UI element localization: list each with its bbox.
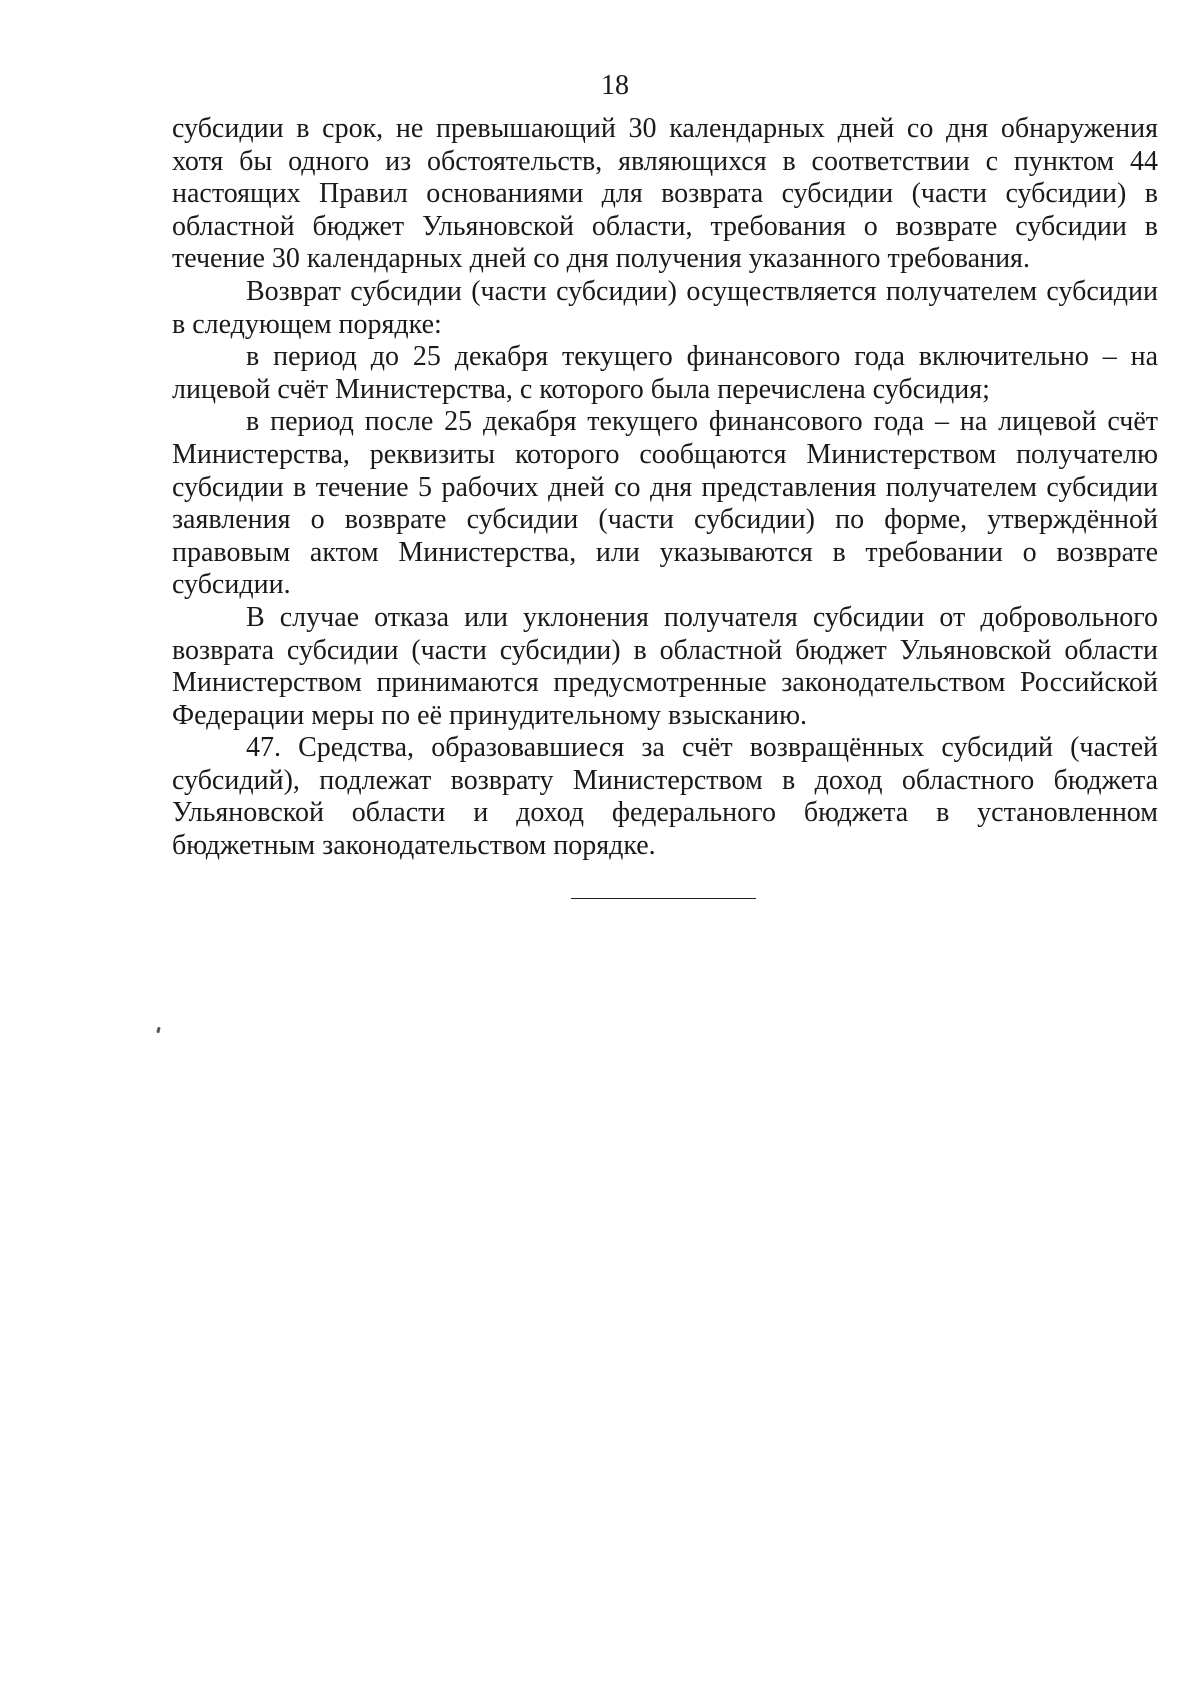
scan-speck xyxy=(156,1027,160,1034)
document-body xyxy=(172,113,1158,863)
paragraph-refusal-enforcement: В случае отказа или уклонения получателя субсидии от добровольного возврата субсидии (части субсидии) в областной бюджет Ульяновской области Министерством принимаются предусмотренные законодательством Российской Федерации меры по её принудительному взысканию. xyxy=(172,601,1158,731)
paragraph-continuation: субсидии в срок, не превышающий 30 календарных дней со дня обнаружения хотя бы одного из обстоятельств, являющихся в соответствии с пунктом 44 настоящих Правил основаниями для возврата субсидии (части субсидии) в областной бюджет Ульяновской области, требования о возврате субсидии в течение 30 календарных дней со дня получения указанного требования. xyxy=(172,113,1158,275)
paragraph-refund-procedure: Возврат субсидии (части субсидии) осуществляется получателем субсидии в следующем порядке: xyxy=(172,275,1158,340)
page-number: 18 xyxy=(601,70,629,101)
end-of-text-rule xyxy=(571,898,756,899)
paragraph-clause-47: 47. Средства, образовавшиеся за счёт возвращённых субсидий (частей субсидий), подлежат возврату Министерством в доход областного бюджета Ульяновской области и доход федерального бюджета в установленном бюджетным законодательством порядке. xyxy=(172,732,1158,862)
paragraph-after-december-25: в период после 25 декабря текущего финансового года – на лицевой счёт Министерства, реквизиты которого сообщаются Министерством получателю субсидии в течение 5 рабочих дней со дня представления получателем субсидии заявления о возврате субсидии (части субсидии) по форме, утверждённой правовым актом Министерства, или указываются в требовании о возврате субсидии. xyxy=(172,406,1158,601)
paragraph-before-december-25: в период до 25 декабря текущего финансового года включительно – на лицевой счёт Министерства, с которого была перечислена субсидия; xyxy=(172,341,1158,405)
